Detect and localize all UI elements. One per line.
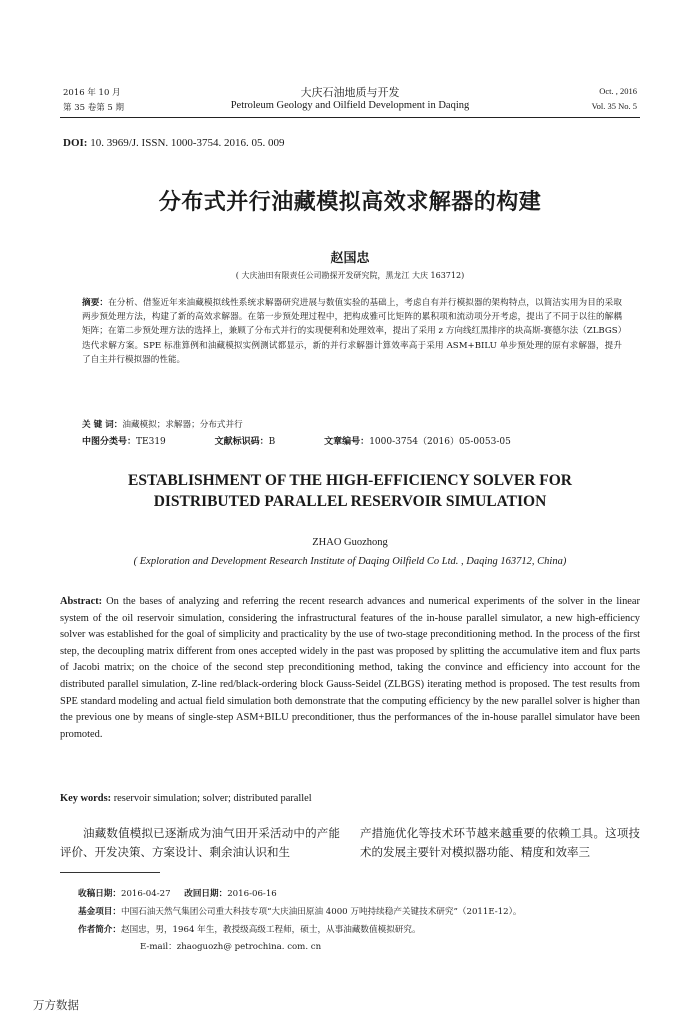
header-volume-en: Vol. 35 No. 5 bbox=[591, 101, 637, 111]
footnote-email[interactable]: E-mail：zhaoguozh@ petrochina. com. cn bbox=[140, 942, 322, 952]
journal-name-cn: 大庆石油地质与开发 bbox=[300, 86, 400, 99]
classification-line bbox=[82, 434, 622, 447]
revised-value: 2016-06-16 bbox=[227, 889, 277, 899]
header-volume-cn: 第 35 卷第 5 期 bbox=[63, 103, 125, 113]
author-bio-label: 作者简介： bbox=[78, 925, 121, 935]
title-en-line2: DISTRIBUTED PARALLEL RESERVOIR SIMULATION bbox=[153, 493, 547, 510]
footnote-fund bbox=[78, 905, 638, 917]
clc-label: 中图分类号： bbox=[82, 437, 137, 447]
doi-line bbox=[63, 137, 285, 149]
watermark: 万方数据 bbox=[33, 998, 79, 1012]
abstract-cn-text: 在分析、借鉴近年来油藏模拟线性系统求解器研究进展与数值实验的基础上，考虑自有并行模拟器的架构特点，以简洁实用为目的采取两步预处理方法，构建了新的高效求解器。在第一步预处理过程中，把构成雅可比矩阵的累积项和流动项分开考虑，提出了不同于以往的解耦矩阵；在第二步预处理方法的选择上，兼顾了分布式并行的实现便利和处理效率，提出了采用 z 方向线红黑排序的块高斯-赛德尔法（ZLBGS）迭代求解方案。SPE 标准算例和油藏模拟实例测试都显示，新的并行求解器计算效率高于采用 ASM+BILU 单步预处理的原有求解器，提升了自主并行模拟器的性能。 bbox=[82, 298, 622, 365]
title-en-line1: ESTABLISHMENT OF THE HIGH-EFFICIENCY SOLVER FOR bbox=[128, 472, 572, 489]
keywords-cn-label: 关 键 词： bbox=[82, 420, 123, 430]
received-label: 收稿日期： bbox=[78, 889, 121, 899]
affiliation-cn: ( 大庆油田有限责任公司勘探开发研究院，黑龙江 大庆 163712) bbox=[235, 271, 465, 280]
doc-code-value: B bbox=[268, 437, 276, 447]
body-column-left: 油藏数值模拟已逐渐成为油气田开采活动中的产能评价、开发决策、方案设计、剩余油认识和生 bbox=[60, 826, 340, 859]
received-value: 2016-04-27 bbox=[120, 889, 171, 899]
footnote-dates bbox=[78, 887, 638, 899]
keywords-en-label: Key words: bbox=[60, 793, 112, 804]
author-en: ZHAO Guozhong bbox=[312, 537, 388, 548]
header-rule bbox=[60, 117, 640, 118]
body-column-right: 产措施优化等技术环节越来越重要的依赖工具。这项技术的发展主要针对模拟器功能、精度和效率三 bbox=[360, 826, 640, 859]
revised-label: 改回日期： bbox=[184, 889, 228, 899]
keywords-en-text: reservoir simulation; solver; distributed parallel bbox=[113, 793, 312, 804]
doi-label: DOI: bbox=[63, 137, 88, 149]
article-number-value: 1000-3754（2016）05-0053-05 bbox=[369, 437, 511, 447]
fund-value: 中国石油天然气集团公司重大科技专项“大庆油田原油 4000 万吨持续稳产关键技术研究”（2011E-12）。 bbox=[120, 907, 522, 917]
abstract-cn-label: 摘要： bbox=[82, 298, 109, 308]
header-date-cn: 2016 年 10 月 bbox=[63, 88, 121, 98]
abstract-en-text: On the bases of analyzing and referring the recent research advances and numerical experiments of the solver in the linear system of the oil reservoir simulation, considering the infrastructural features of the in-house parallel simulator, a new high-efficiency solver was established for the goal of simplicity and practicality by the use of two-stage preconditioning method. In the process of the first step, the decoupling matrix different from ones accepted widely in the past was proposed by splitting the accumulative item and flux parts of Jacobi matrix; on the choice of the second step preconditioning method, taking the convince and efficiency into account for the distributed parallel simulation, Z-line red/black-ordering block Gauss-Seidel (ZLBGS) iterating method is proposed. The test results from SPE standard modeling and actual field simulation both demonstrate that the computing efficiency by the new parallel solver is higher than the previous one by means of single-step ASM+BILU preconditioner, thus the performances of the in-house parallel simulator have been promoted. bbox=[60, 596, 640, 740]
doi-value[interactable]: 10. 3969/J. ISSN. 1000-3754. 2016. 05. 009 bbox=[90, 137, 285, 149]
author-cn: 赵国忠 bbox=[330, 251, 370, 266]
keywords-cn bbox=[82, 418, 243, 430]
affiliation-en: ( Exploration and Development Research Institute of Daqing Oilfield Co Ltd. , Daqing 163712, China) bbox=[133, 556, 567, 567]
title-cn: 分布式并行油藏模拟高效求解器的构建 bbox=[158, 190, 542, 215]
abstract-en bbox=[60, 594, 640, 743]
abstract-en-label: Abstract: bbox=[60, 596, 103, 607]
header-date-en: Oct. , 2016 bbox=[599, 86, 637, 96]
abstract-cn bbox=[82, 296, 622, 367]
journal-name-en: Petroleum Geology and Oilfield Development in Daqing bbox=[230, 100, 470, 111]
title-en bbox=[0, 470, 700, 512]
footnote-rule bbox=[60, 872, 160, 873]
footnote-author bbox=[78, 923, 638, 935]
keywords-en bbox=[60, 793, 312, 804]
clc-value: TE319 bbox=[136, 437, 166, 447]
article-number-label: 文章编号： bbox=[324, 437, 370, 447]
doc-code-label: 文献标识码： bbox=[214, 437, 269, 447]
fund-label: 基金项目： bbox=[78, 907, 121, 917]
keywords-cn-text: 油藏模拟；求解器；分布式并行 bbox=[122, 420, 243, 430]
author-bio-value: 赵国忠，男，1964 年生，教授级高级工程师，硕士，从事油藏数值模拟研究。 bbox=[120, 925, 421, 935]
